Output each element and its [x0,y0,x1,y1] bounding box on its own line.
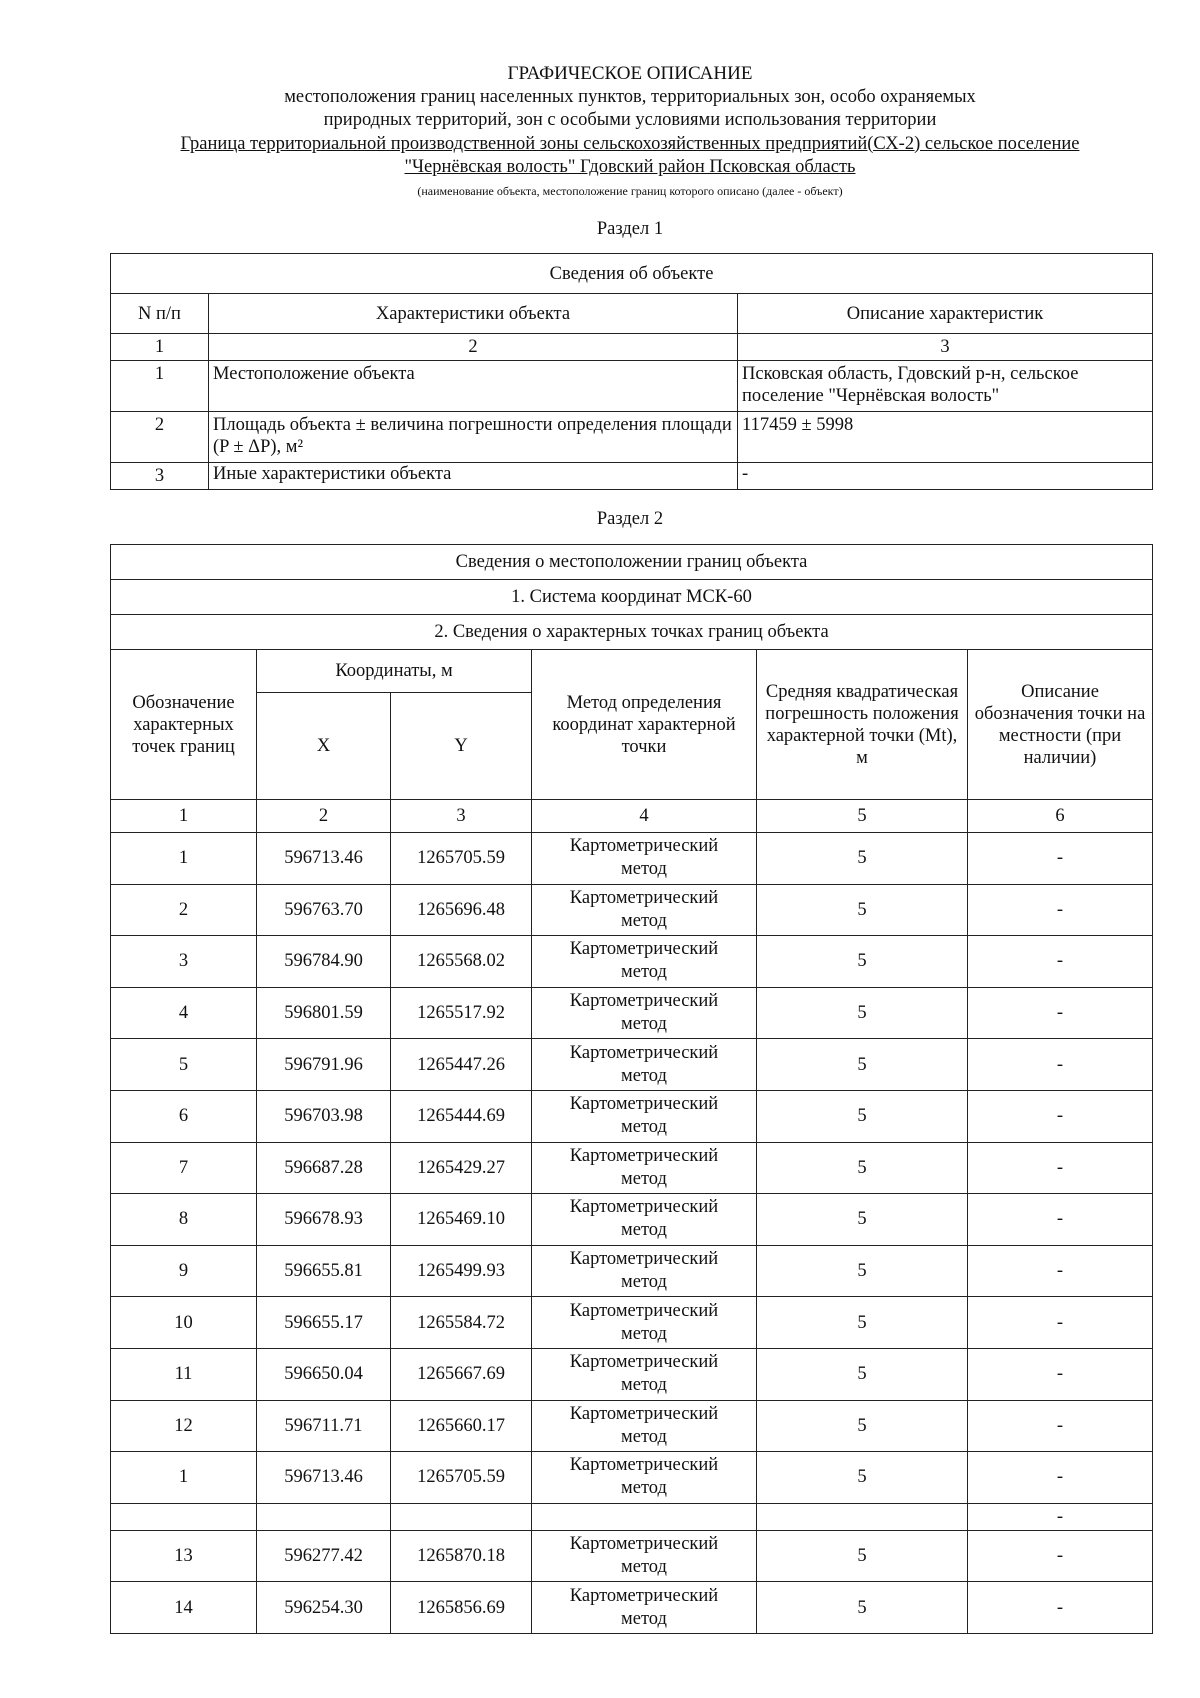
col-number: 1 [111,334,209,361]
table-row [111,1194,1153,1246]
point-x: 596678.93 [257,1194,391,1246]
object-info-table-title: Сведения об объекте [111,254,1153,294]
table-row [111,987,1153,1039]
table-row [111,1090,1153,1142]
point-y: 1265667.69 [391,1348,532,1400]
header-error: Средняя квадратическая погрешность положения характерной точки (Mt), м [757,650,968,800]
point-error: 5 [757,1194,968,1246]
point-description: - [968,1142,1153,1194]
method-line1: Картометрический [569,1042,719,1063]
point-id: 8 [111,1194,257,1246]
point-method [532,987,757,1039]
table-row [111,1400,1153,1452]
point-description: - [968,1400,1153,1452]
method-line1: Картометрический [569,1403,719,1424]
point-description: - [968,884,1153,936]
point-y: 1265660.17 [391,1400,532,1452]
point-description: - [968,1245,1153,1297]
point-id: 1 [111,1452,257,1504]
point-x: 596763.70 [257,884,391,936]
point-y [391,1503,532,1530]
point-x: 596713.46 [257,833,391,885]
table-row-empty [111,1503,1153,1530]
row-description: Псковская область, Гдовский р-н, сельское поселение "Чернёвская волость" [738,361,1153,412]
point-y: 1265696.48 [391,884,532,936]
header-n: N п/п [111,294,209,334]
header-description: Описание характеристик [738,294,1153,334]
method-line2: метод [621,1375,667,1396]
point-y: 1265447.26 [391,1039,532,1091]
point-error: 5 [757,1090,968,1142]
document-subtitle-line2: природных территорий, зон с особыми условиями использования территории [323,110,937,130]
point-method [532,1452,757,1504]
row-description: 117459 ± 5998 [738,412,1153,463]
point-id [111,1503,257,1530]
method-line1: Картометрический [569,1455,719,1476]
point-method [532,1530,757,1582]
table-row [111,1142,1153,1194]
point-id: 4 [111,987,257,1039]
point-id: 6 [111,1090,257,1142]
point-method [532,1400,757,1452]
col-number: 2 [257,800,391,833]
point-y: 1265429.27 [391,1142,532,1194]
points-title: 2. Сведения о характерных точках границ объекта [111,615,1153,650]
row-number: 1 [111,361,209,412]
point-x: 596791.96 [257,1039,391,1091]
point-y: 1265517.92 [391,987,532,1039]
method-line1: Картометрический [569,991,719,1012]
method-line2: метод [621,1220,667,1241]
header-coordinates: Координаты, м [257,650,532,693]
point-description: - [968,833,1153,885]
table-row [111,936,1153,988]
table-row [111,1582,1153,1634]
method-line2: метод [621,1608,667,1629]
header-characteristic: Характеристики объекта [209,294,738,334]
method-line2: метод [621,1323,667,1344]
point-id: 5 [111,1039,257,1091]
point-x: 596711.71 [257,1400,391,1452]
point-x: 596703.98 [257,1090,391,1142]
object-name-line2: "Чернёвская волость" Гдовский район Псковская область [404,157,856,177]
point-x [257,1503,391,1530]
point-method [532,936,757,988]
point-description: - [968,1530,1153,1582]
point-error [757,1503,968,1530]
point-method [532,1503,757,1530]
header-method: Метод определения координат характерной точки [532,650,757,800]
point-x: 596687.28 [257,1142,391,1194]
point-id: 14 [111,1582,257,1634]
header-x: X [257,693,391,800]
point-description: - [968,1297,1153,1349]
document-header [110,62,1150,200]
point-description: - [968,1090,1153,1142]
coord-system: 1. Система координат МСК-60 [111,580,1153,615]
point-error: 5 [757,936,968,988]
method-line2: метод [621,962,667,983]
method-line2: метод [621,859,667,880]
table-row [111,1039,1153,1091]
point-description: - [968,1039,1153,1091]
header-designation: Обозначение характерных точек границ [111,650,257,800]
table-row [111,884,1153,936]
row-characteristic: Иные характеристики объекта [209,463,738,490]
point-id: 12 [111,1400,257,1452]
point-description: - [968,1582,1153,1634]
point-y: 1265584.72 [391,1297,532,1349]
method-line1: Картометрический [569,1534,719,1555]
header-point-description: Описание обозначения точки на местности (при наличии) [968,650,1153,800]
point-description: - [968,1503,1153,1530]
point-x: 596713.46 [257,1452,391,1504]
point-y: 1265499.93 [391,1245,532,1297]
point-error: 5 [757,1400,968,1452]
point-y: 1265568.02 [391,936,532,988]
point-x: 596254.30 [257,1582,391,1634]
table-row [111,1530,1153,1582]
method-line2: метод [621,1014,667,1035]
method-line2: метод [621,1272,667,1293]
row-number: 3 [111,463,209,490]
section1-title: Раздел 1 [596,219,664,239]
boundary-points-table [110,544,1153,1634]
method-line2: метод [621,1478,667,1499]
object-info-table [110,253,1153,490]
method-line2: метод [621,1065,667,1086]
point-method [532,884,757,936]
point-error: 5 [757,1297,968,1349]
point-x: 596784.90 [257,936,391,988]
method-line2: метод [621,1117,667,1138]
document-subtitle-line1: местоположения границ населенных пунктов, территориальных зон, особо охраняемых [284,86,976,107]
method-line1: Картометрический [569,1094,719,1115]
point-error: 5 [757,1348,968,1400]
point-id: 1 [111,833,257,885]
header-y: Y [391,693,532,800]
table-row [111,1297,1153,1349]
row-number: 2 [111,412,209,463]
point-description: - [968,987,1153,1039]
point-error: 5 [757,1530,968,1582]
col-number: 5 [757,800,968,833]
point-description: - [968,1194,1153,1246]
row-characteristic: Площадь объекта ± величина погрешности определения площади (P ± ΔP), м² [209,412,738,463]
point-method [532,1245,757,1297]
method-line2: метод [621,1557,667,1578]
table-row [111,463,1153,490]
table-row [111,1452,1153,1504]
point-error: 5 [757,1142,968,1194]
method-line1: Картометрический [569,1585,719,1606]
method-line1: Картометрический [569,1300,719,1321]
method-line1: Картометрический [569,1197,719,1218]
point-id: 13 [111,1530,257,1582]
method-line2: метод [621,910,667,931]
point-description: - [968,1452,1153,1504]
point-description: - [968,936,1153,988]
point-x: 596655.81 [257,1245,391,1297]
point-method [532,1142,757,1194]
point-method [532,833,757,885]
point-error: 5 [757,987,968,1039]
point-error: 5 [757,1582,968,1634]
point-id: 7 [111,1142,257,1194]
method-line2: метод [621,1168,667,1189]
table-row [111,1245,1153,1297]
method-line1: Картометрический [569,887,719,908]
point-id: 9 [111,1245,257,1297]
point-x: 596277.42 [257,1530,391,1582]
col-number: 1 [111,800,257,833]
point-y: 1265444.69 [391,1090,532,1142]
method-line1: Картометрический [569,1352,719,1373]
point-id: 2 [111,884,257,936]
point-x: 596655.17 [257,1297,391,1349]
table-row [111,412,1153,463]
point-id: 10 [111,1297,257,1349]
point-x: 596801.59 [257,987,391,1039]
point-method [532,1348,757,1400]
point-error: 5 [757,1452,968,1504]
point-description: - [968,1348,1153,1400]
point-method [532,1090,757,1142]
col-number: 6 [968,800,1153,833]
table-row [111,1348,1153,1400]
point-method [532,1582,757,1634]
section2-title: Раздел 2 [596,509,664,529]
point-error: 5 [757,1039,968,1091]
point-id: 11 [111,1348,257,1400]
point-error: 5 [757,884,968,936]
point-y: 1265469.10 [391,1194,532,1246]
table-row [111,361,1153,412]
method-line1: Картометрический [569,836,719,857]
boundary-table-title: Сведения о местоположении границ объекта [111,545,1153,580]
method-line1: Картометрический [569,1249,719,1270]
object-name-caption: (наименование объекта, местоположение границ которого описано (далее - объект) [417,183,843,198]
point-id: 3 [111,936,257,988]
object-name-line1: Граница территориальной производственной зоны сельскохозяйственных предприятий(СХ-2) сельское поселение [180,133,1080,154]
col-number: 2 [209,334,738,361]
col-number: 3 [391,800,532,833]
point-y: 1265705.59 [391,1452,532,1504]
table-row [111,833,1153,885]
row-description: - [738,463,1153,490]
point-y: 1265705.59 [391,833,532,885]
method-line1: Картометрический [569,1145,719,1166]
point-y: 1265856.69 [391,1582,532,1634]
point-method [532,1297,757,1349]
point-error: 5 [757,1245,968,1297]
point-y: 1265870.18 [391,1530,532,1582]
point-method [532,1194,757,1246]
method-line2: метод [621,1426,667,1447]
row-characteristic: Местоположение объекта [209,361,738,412]
col-number: 3 [738,334,1153,361]
point-x: 596650.04 [257,1348,391,1400]
col-number: 4 [532,800,757,833]
point-error: 5 [757,833,968,885]
document-title: ГРАФИЧЕСКОЕ ОПИСАНИЕ [507,63,753,84]
point-method [532,1039,757,1091]
method-line1: Картометрический [569,939,719,960]
